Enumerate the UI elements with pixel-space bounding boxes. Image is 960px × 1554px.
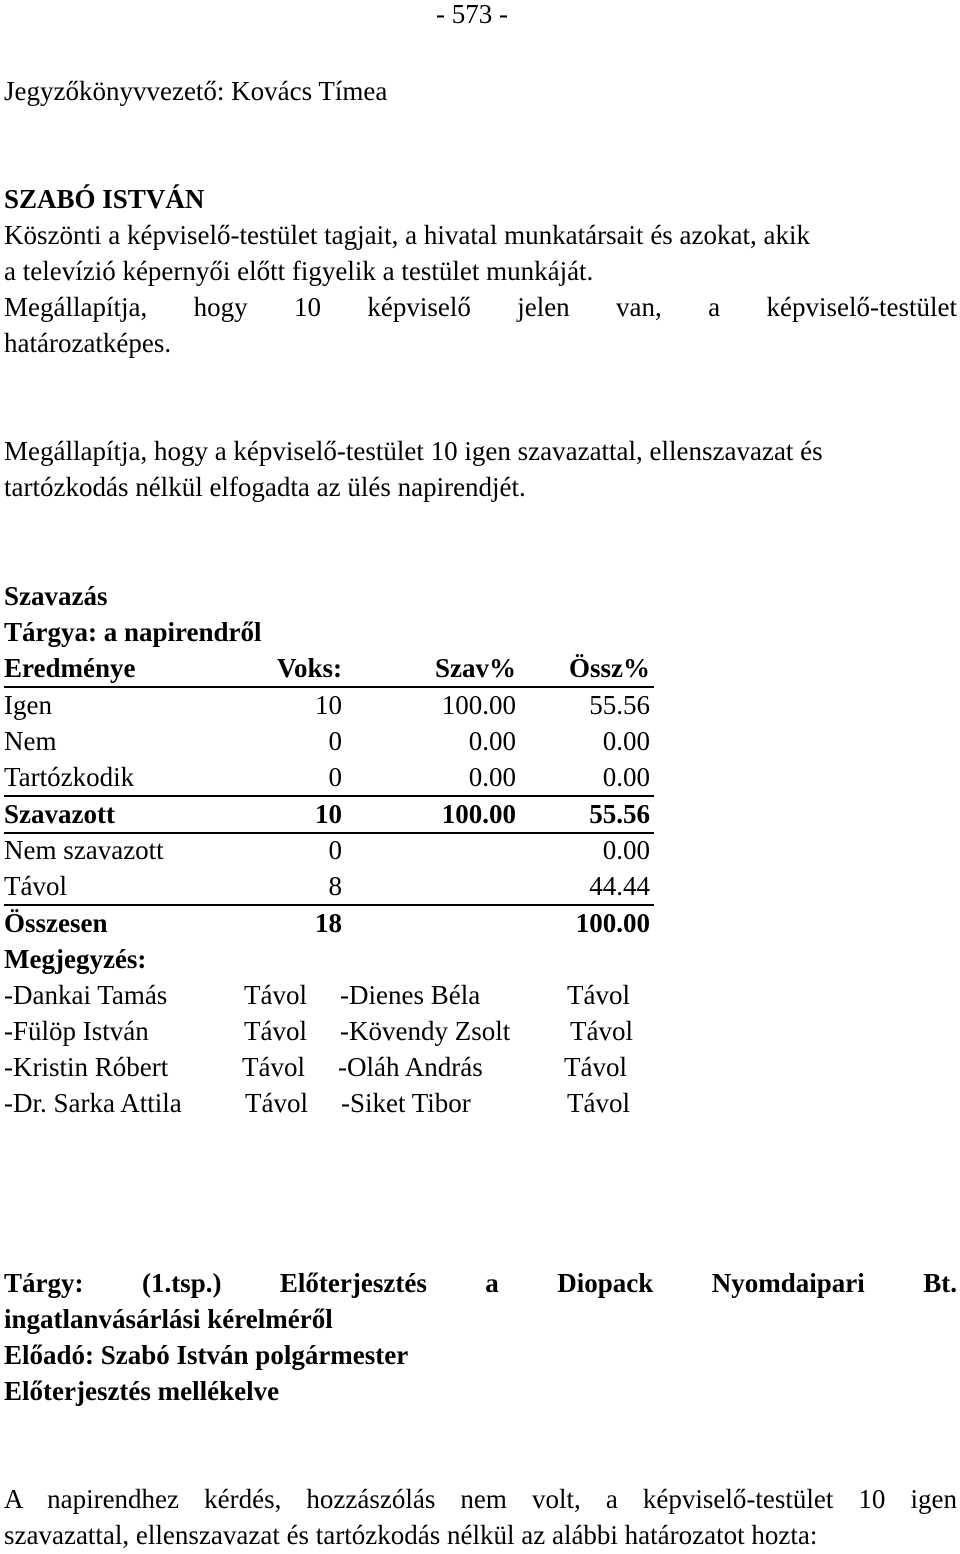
row-ossz: 0.00	[602, 726, 650, 756]
vote-row-tavol	[4, 868, 654, 906]
absent-name: -Kövendy Zsolt	[340, 1016, 511, 1046]
row-label: Összesen	[4, 908, 108, 938]
absent-name: -Kristin Róbert	[4, 1052, 169, 1082]
vote-table-header	[4, 650, 654, 688]
row-voks: 10	[315, 799, 342, 829]
header-voks: Voks:	[276, 653, 342, 683]
closing-line-2: szavazattal, ellenszavazat és tartózkodás nélkül az alábbi határozatot hozta:	[4, 1520, 818, 1550]
row-voks: 0	[328, 835, 342, 865]
absent-status: Távol	[570, 1016, 633, 1046]
row-szav: 100.00	[441, 690, 516, 720]
note-row	[4, 977, 664, 1013]
row-ossz: 55.56	[589, 690, 650, 720]
header-szav-percent: Szav%	[435, 653, 516, 683]
absent-status: Távol	[567, 980, 630, 1010]
row-label: Szavazott	[4, 799, 115, 829]
row-label: Nem szavazott	[4, 835, 164, 865]
absent-status: Távol	[245, 1088, 308, 1118]
row-ossz: 0.00	[602, 762, 650, 792]
absent-status: Távol	[564, 1052, 627, 1082]
item-subject-line-1: Tárgy: (1.tsp.) Előterjesztés a Diopack Nyomdaipari Bt.	[4, 1268, 957, 1298]
vote-title: Szavazás	[4, 581, 108, 611]
speaker-name: SZABÓ ISTVÁN	[4, 184, 205, 214]
item-presenter: Előadó: Szabó István polgármester	[4, 1340, 409, 1370]
row-label: Tartózkodik	[4, 762, 135, 792]
speech-line-4: határozatképes.	[4, 328, 172, 358]
item-subject-line-2: ingatlanvásárlási kérelméről	[4, 1304, 333, 1334]
absent-name: -Dr. Sarka Attila	[4, 1088, 182, 1118]
note-row	[4, 1049, 664, 1085]
row-voks: 10	[315, 690, 342, 720]
note-row	[4, 1085, 664, 1121]
page-number: - 573 -	[436, 0, 508, 29]
vote-row-igen	[4, 687, 654, 723]
agenda-line-1: Megállapítja, hogy a képviselő-testület 10 igen szavazattal, ellenszavazat és	[4, 436, 823, 466]
absent-status: Távol	[244, 980, 307, 1010]
row-szav: 0.00	[468, 762, 516, 792]
row-voks: 8	[328, 871, 342, 901]
row-ossz: 100.00	[575, 908, 650, 938]
vote-subject: Tárgya: a napirendről	[4, 617, 262, 647]
speech-line-1: Köszönti a képviselő-testület tagjait, a hivatal munkatársait és azokat, akik	[4, 220, 810, 250]
vote-row-tartozkodik	[4, 759, 654, 797]
agenda-line-2: tartózkodás nélkül elfogadta az ülés napirendjét.	[4, 472, 526, 502]
absent-status: Távol	[242, 1052, 305, 1082]
absent-name: -Siket Tibor	[341, 1088, 471, 1118]
absent-name: -Oláh András	[338, 1052, 483, 1082]
vote-row-nem-szavazott	[4, 832, 654, 868]
row-szav: 100.00	[441, 799, 516, 829]
row-ossz: 44.44	[589, 871, 650, 901]
row-ossz: 0.00	[602, 835, 650, 865]
note-row	[4, 1013, 664, 1049]
row-label: Igen	[4, 690, 52, 720]
row-label: Távol	[4, 871, 67, 901]
absent-status: Távol	[244, 1016, 307, 1046]
header-ossz-percent: Össz%	[569, 653, 650, 683]
closing-line-1: A napirendhez kérdés, hozzászólás nem volt, a képviselő-testület 10 igen	[4, 1484, 957, 1514]
header-result: Eredménye	[4, 653, 136, 683]
vote-row-osszesen	[4, 905, 654, 941]
row-voks: 0	[328, 762, 342, 792]
absent-name: -Fülöp István	[4, 1016, 149, 1046]
vote-row-nem	[4, 723, 654, 759]
speech-line-2: a televízió képernyői előtt figyelik a testület munkáját.	[4, 256, 594, 286]
row-voks: 18	[315, 908, 342, 938]
row-label: Nem	[4, 726, 57, 756]
absent-name: -Dienes Béla	[340, 980, 481, 1010]
recorder-line: Jegyzőkönyvvezető: Kovács Tímea	[4, 76, 388, 106]
absent-name: -Dankai Tamás	[4, 980, 168, 1010]
absent-status: Távol	[567, 1088, 630, 1118]
row-szav: 0.00	[468, 726, 516, 756]
item-attachment: Előterjesztés mellékelve	[4, 1376, 280, 1406]
vote-row-szavazott	[4, 796, 654, 834]
speech-line-3: Megállapítja, hogy 10 képviselő jelen van, a képviselő-testület	[4, 292, 957, 322]
notes-title: Megjegyzés:	[4, 944, 147, 974]
row-ossz: 55.56	[589, 799, 650, 829]
row-voks: 0	[328, 726, 342, 756]
